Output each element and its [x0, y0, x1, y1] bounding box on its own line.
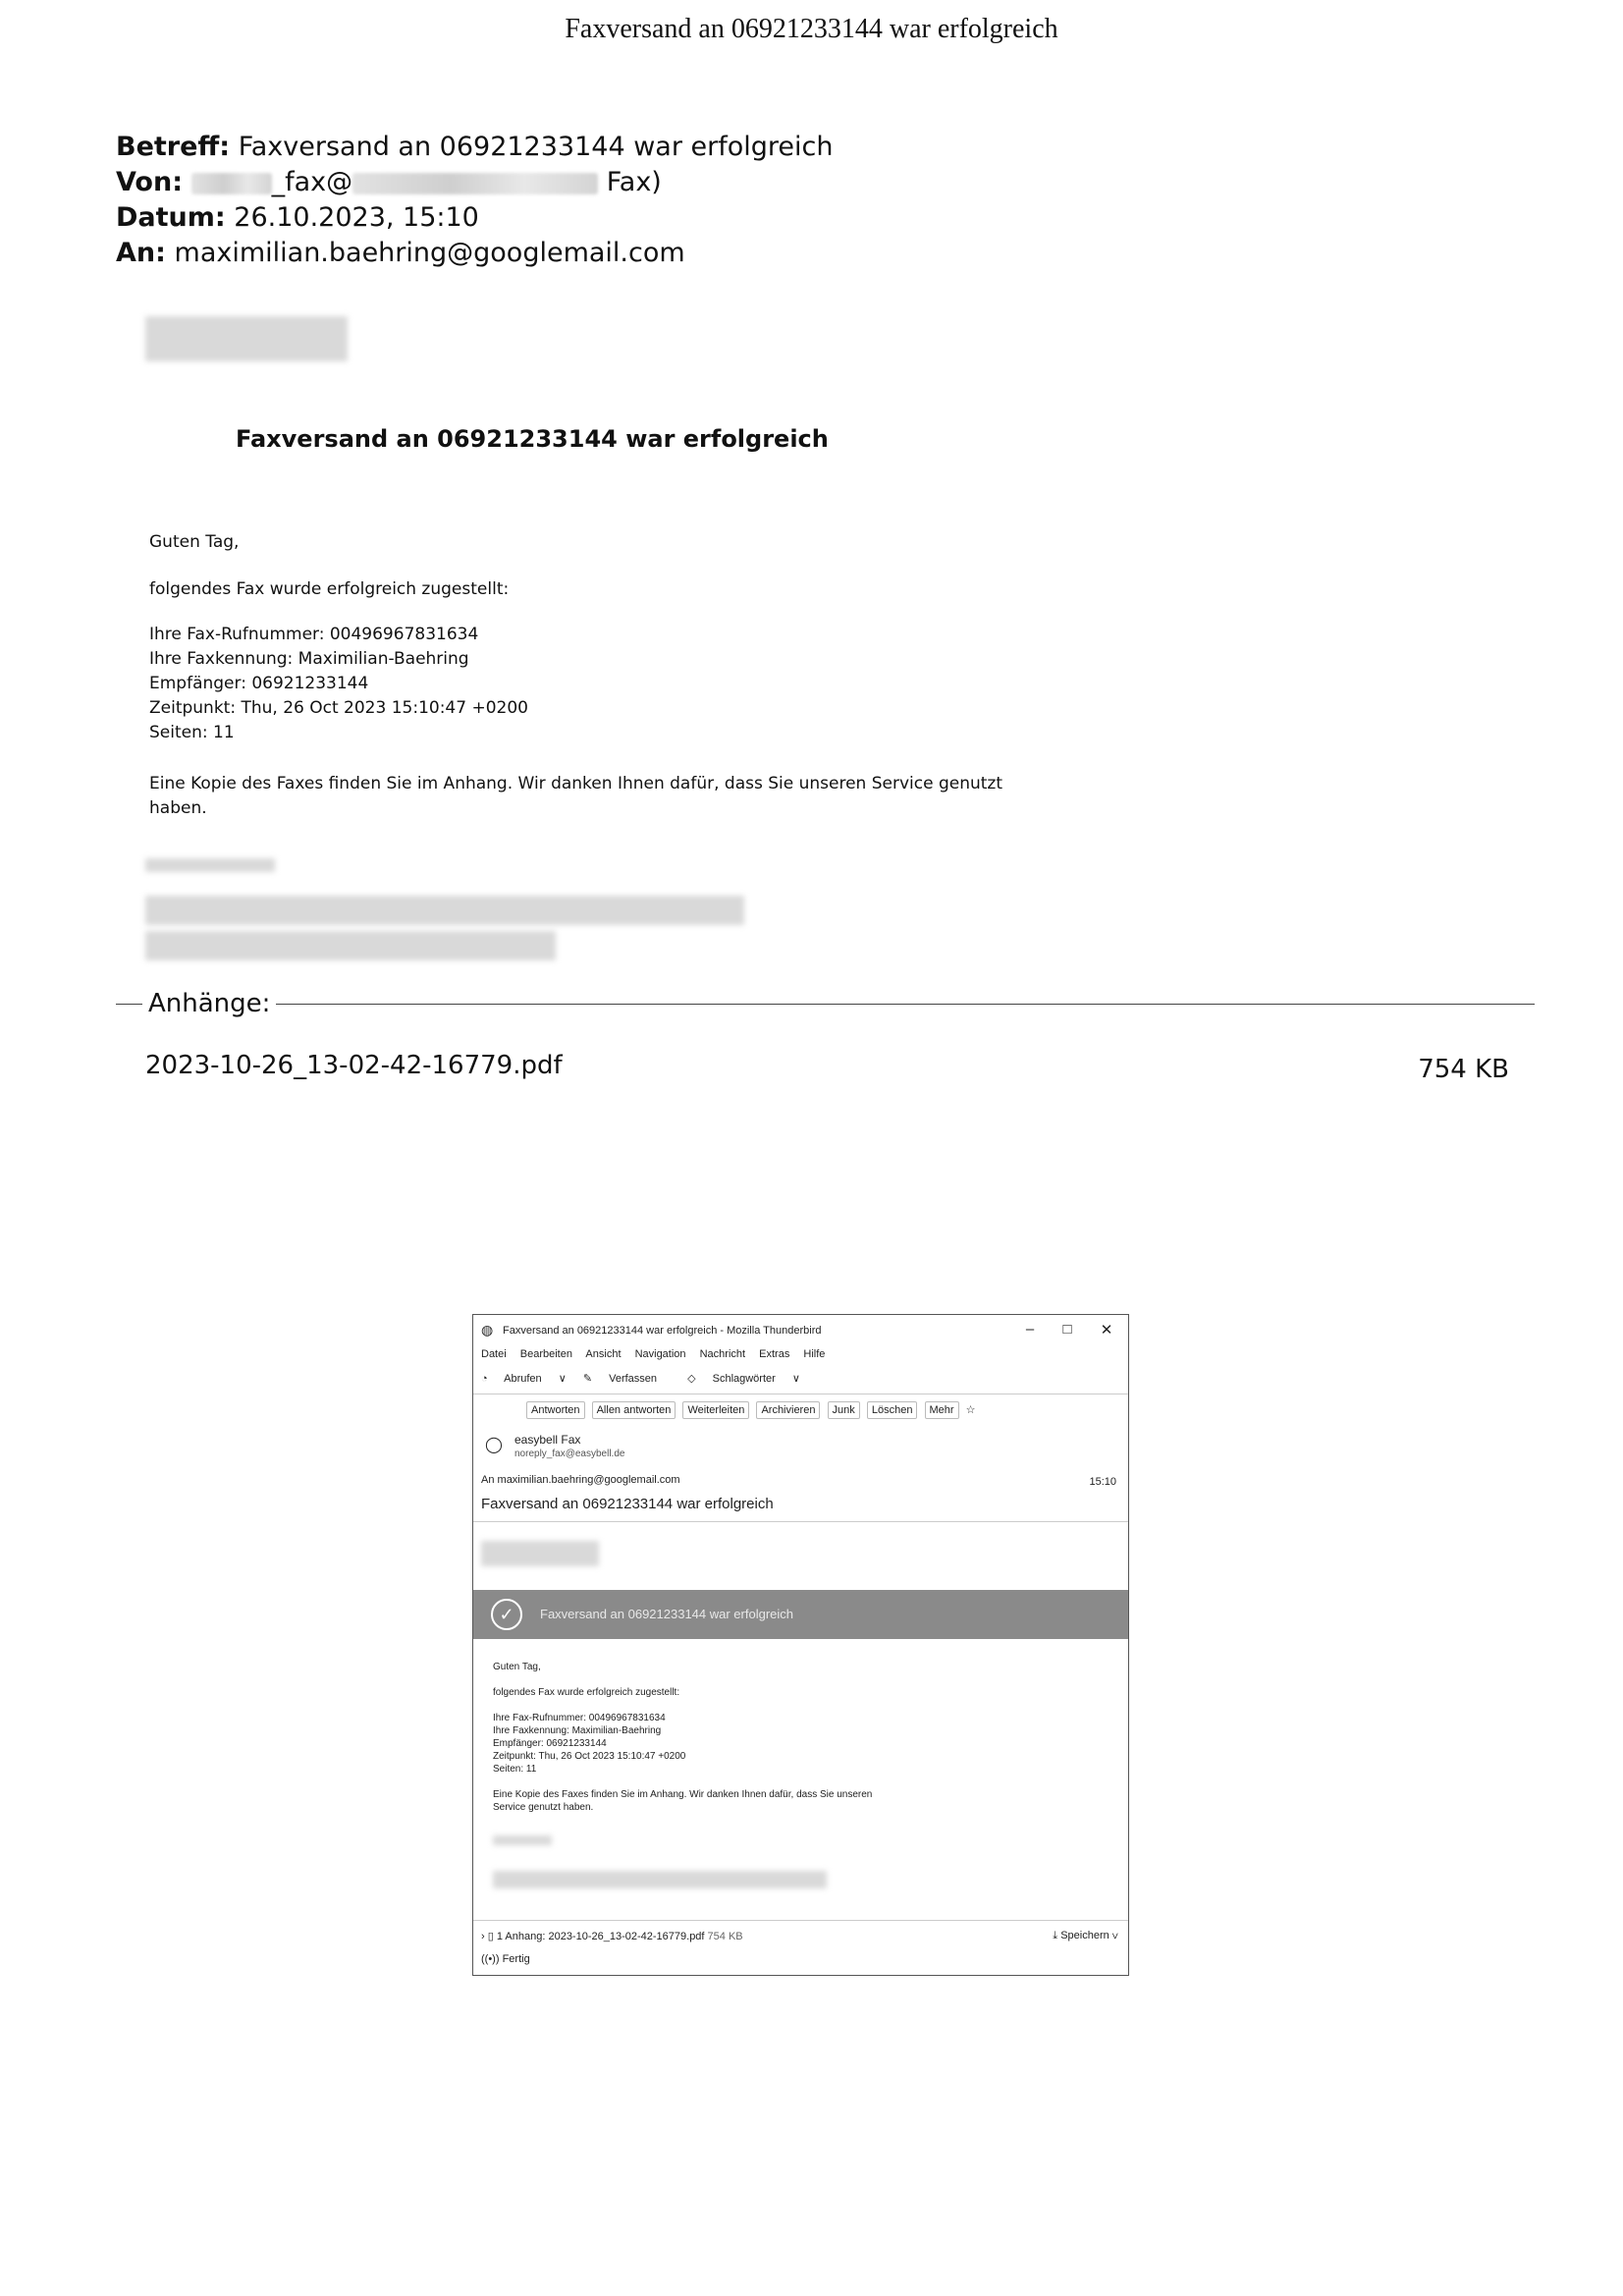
- archive-button[interactable]: Archivieren: [756, 1401, 820, 1419]
- closing-text: [149, 772, 1033, 821]
- redacted-signature: [145, 931, 556, 960]
- fax-details: [493, 1712, 685, 1776]
- intro-text: folgendes Fax wurde erfolgreich zugestellt:: [493, 1687, 680, 1698]
- avatar: ◯: [485, 1437, 503, 1453]
- to-row: [116, 236, 833, 271]
- date-value: 26.10.2023, 15:10: [234, 202, 479, 233]
- save-button[interactable]: ⤓ Speichern ∨: [1053, 1930, 1118, 1941]
- subject-label: Betreff:: [116, 132, 231, 162]
- from-visible-part: _fax@: [271, 167, 353, 197]
- mail-heading: Faxversand an 06921233144 war erfolgreich: [236, 425, 829, 453]
- detail-line: Seiten: 11: [149, 723, 235, 742]
- divider: [473, 1920, 1128, 1921]
- attachment-file-size: 754 KB: [1418, 1055, 1509, 1084]
- reply-all-button[interactable]: Allen antworten: [592, 1401, 676, 1419]
- chevron-right-icon[interactable]: ›: [481, 1931, 485, 1942]
- menu-item[interactable]: Hilfe: [803, 1348, 826, 1360]
- date-label: Datum:: [116, 202, 226, 233]
- sender-address: noreply_fax@easybell.de: [514, 1449, 625, 1459]
- save-label: Speichern: [1060, 1930, 1109, 1941]
- maximize-icon[interactable]: □: [1062, 1321, 1072, 1338]
- message-subject: Faxversand an 06921233144 war erfolgreich: [481, 1496, 774, 1512]
- detail-line: Ihre Fax-Rufnummer: 00496967831634: [493, 1713, 666, 1723]
- intro-text: folgendes Fax wurde erfolgreich zugestellt:: [149, 579, 510, 599]
- closing-line: Service genutzt haben.: [493, 1802, 594, 1813]
- redacted-logo: [481, 1541, 599, 1566]
- pencil-icon: ✎: [582, 1373, 593, 1385]
- to-line: [481, 1474, 680, 1486]
- menu-item[interactable]: Extras: [759, 1348, 790, 1360]
- menu-item[interactable]: Navigation: [634, 1348, 686, 1360]
- menu-item[interactable]: Bearbeiten: [519, 1348, 572, 1360]
- thunderbird-logo-icon: ◍: [481, 1322, 494, 1338]
- from-row: [116, 165, 833, 200]
- status-text: Fertig: [502, 1953, 530, 1965]
- to-label: An: [481, 1474, 495, 1486]
- closing-line: haben.: [149, 798, 207, 818]
- detail-line: Empfänger: 06921233144: [149, 674, 369, 693]
- closing-line: Eine Kopie des Faxes finden Sie im Anhang. Wir danken Ihnen dafür, dass Sie unseren Service genutzt: [149, 774, 1003, 793]
- checkmark-icon: ✓: [491, 1599, 522, 1630]
- detail-line: Seiten: 11: [493, 1764, 537, 1775]
- star-icon[interactable]: ☆: [965, 1404, 976, 1416]
- sender-name[interactable]: easybell Fax: [514, 1433, 581, 1447]
- compose-button[interactable]: [583, 1373, 671, 1385]
- redacted-signature: [145, 896, 744, 925]
- detail-line: Empfänger: 06921233144: [493, 1738, 607, 1749]
- chat-icon: ◔: [481, 1373, 488, 1385]
- redacted-from-domain: [352, 173, 598, 194]
- message-actions: [526, 1401, 976, 1419]
- from-label: Von:: [116, 167, 183, 197]
- window-titlebar: [473, 1315, 1128, 1348]
- tags-label: Schlagwörter: [712, 1373, 776, 1385]
- detail-line: Ihre Fax-Rufnummer: 00496967831634: [149, 625, 479, 644]
- reply-button[interactable]: Antworten: [526, 1401, 585, 1419]
- minimize-icon[interactable]: –: [1025, 1321, 1035, 1338]
- paperclip-icon: ▯: [487, 1931, 494, 1942]
- to-label: An:: [116, 238, 166, 268]
- tag-icon: ◇: [687, 1373, 696, 1385]
- redacted-signature: [493, 1871, 827, 1888]
- attachments-divider: [116, 1004, 1535, 1005]
- banner-text: Faxversand an 06921233144 war erfolgreich: [540, 1607, 794, 1621]
- success-banner: [473, 1590, 1128, 1639]
- menu-item[interactable]: Ansicht: [585, 1348, 622, 1360]
- from-tail: Fax): [606, 167, 662, 197]
- detail-line: Zeitpunkt: Thu, 26 Oct 2023 15:10:47 +0200: [149, 698, 528, 718]
- forward-button[interactable]: Weiterleiten: [682, 1401, 749, 1419]
- page-title: Faxversand an 06921233144 war erfolgreich: [565, 14, 1058, 44]
- attachment-size: 754 KB: [707, 1931, 743, 1942]
- redacted-logo: [145, 316, 348, 361]
- attachment-line[interactable]: 1 Anhang: 2023-10-26_13-02-42-16779.pdf: [496, 1931, 705, 1942]
- redacted-signature: [493, 1835, 552, 1845]
- mail-header: [116, 130, 833, 271]
- subject-row: [116, 130, 833, 165]
- detail-line: Ihre Faxkennung: Maximilian-Baehring: [149, 649, 469, 669]
- get-mail-button[interactable]: ◔ Abrufen ∨: [481, 1373, 567, 1385]
- junk-button[interactable]: Junk: [828, 1401, 860, 1419]
- divider: [473, 1521, 1128, 1522]
- subject-value: Faxversand an 06921233144 war erfolgreich: [238, 132, 834, 162]
- closing-line: Eine Kopie des Faxes finden Sie im Anhang. Wir danken Ihnen dafür, dass Sie unseren: [493, 1789, 873, 1800]
- detail-line: Ihre Faxkennung: Maximilian-Baehring: [493, 1725, 662, 1736]
- menu-item[interactable]: Nachricht: [699, 1348, 746, 1360]
- status-bar: [481, 1953, 530, 1965]
- attachment-bar[interactable]: [481, 1930, 1119, 1942]
- delete-button[interactable]: Löschen: [867, 1401, 918, 1419]
- closing-text: [493, 1788, 872, 1814]
- download-icon: ⤓: [1053, 1930, 1058, 1941]
- attachment-file-name[interactable]: 2023-10-26_13-02-42-16779.pdf: [145, 1051, 563, 1080]
- greeting: Guten Tag,: [493, 1662, 541, 1672]
- get-mail-label: Abrufen: [504, 1373, 542, 1385]
- compose-label: Verfassen: [609, 1373, 658, 1385]
- date-row: [116, 200, 833, 236]
- fax-details: [149, 623, 1033, 745]
- menu-bar: [481, 1348, 836, 1360]
- greeting: Guten Tag,: [149, 532, 240, 552]
- close-icon[interactable]: ✕: [1100, 1322, 1113, 1339]
- menu-item[interactable]: Datei: [481, 1348, 507, 1360]
- to-value: maximilian.baehring@googlemail.com: [174, 238, 685, 268]
- tags-button[interactable]: ◇ Schlagwörter ∨: [687, 1373, 800, 1385]
- more-button[interactable]: Mehr: [925, 1401, 959, 1419]
- thunderbird-screenshot: [472, 1314, 1129, 1976]
- window-title: Faxversand an 06921233144 war erfolgreich - Mozilla Thunderbird: [503, 1325, 822, 1337]
- to-address[interactable]: maximilian.baehring@googlemail.com: [497, 1474, 680, 1486]
- attachments-label: Anhänge:: [142, 989, 276, 1018]
- redacted-from-name: [191, 173, 272, 194]
- redacted-signature: [145, 858, 275, 872]
- message-time: 15:10: [1089, 1476, 1116, 1488]
- activity-icon: ((•)): [481, 1953, 500, 1965]
- main-toolbar: [481, 1372, 814, 1385]
- detail-line: Zeitpunkt: Thu, 26 Oct 2023 15:10:47 +0200: [493, 1751, 686, 1762]
